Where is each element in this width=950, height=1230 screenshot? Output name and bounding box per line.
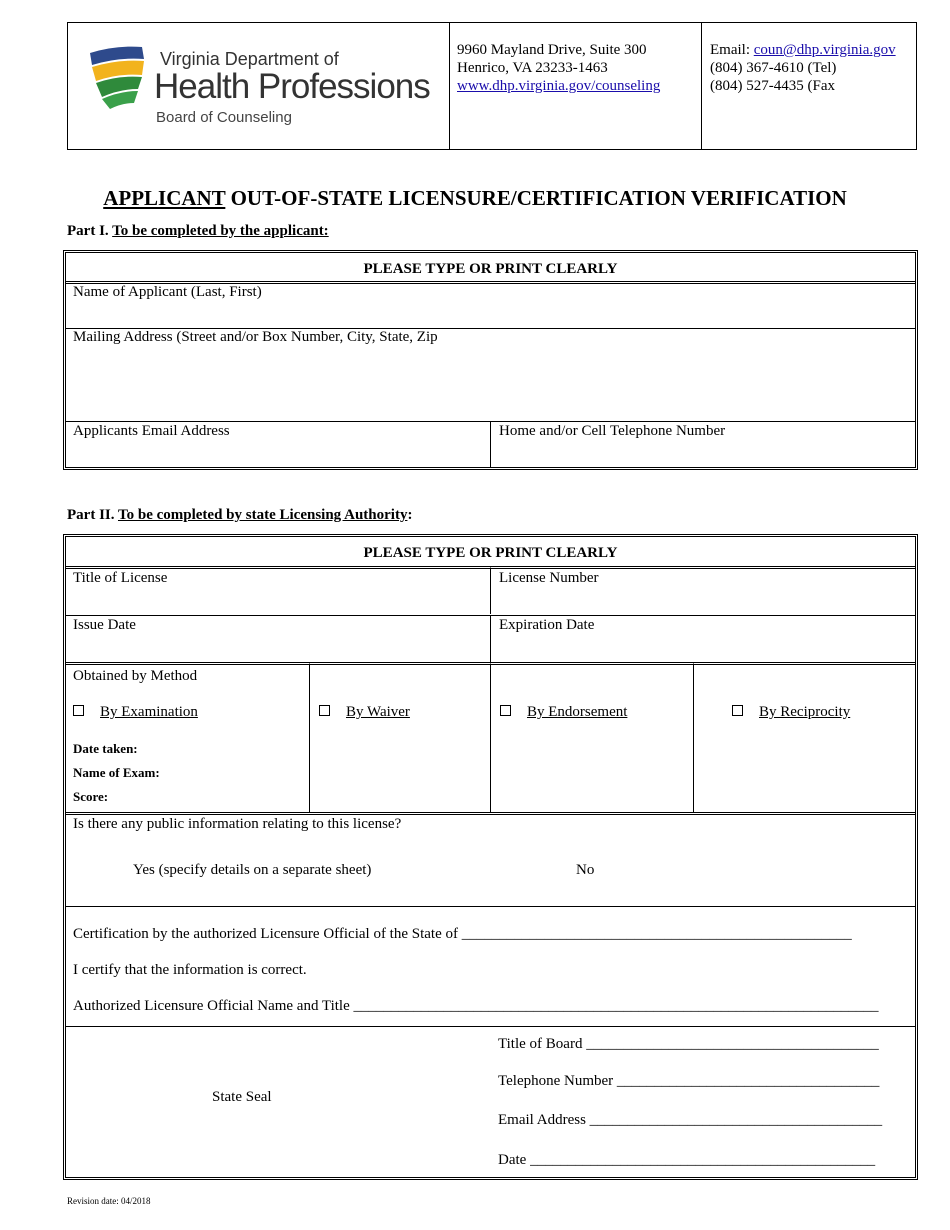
endorsement-label: By Endorsement <box>527 704 628 720</box>
title-of-board-line[interactable]: Title of Board _______________________________________ <box>498 1036 879 1052</box>
telephone-number-line[interactable]: Telephone Number ___________________________________ <box>498 1073 880 1089</box>
logo-line2: Health Professions <box>154 67 430 106</box>
reciprocity-checkbox[interactable] <box>732 705 743 716</box>
email-line <box>710 41 896 59</box>
obtained-by-label: Obtained by Method <box>73 668 198 684</box>
issue-date-field[interactable] <box>66 615 490 662</box>
method-endorsement-cell <box>490 662 693 812</box>
applicant-phone-field[interactable] <box>490 421 915 467</box>
logo-cell <box>68 23 450 149</box>
waiver-label: By Waiver <box>346 704 410 720</box>
email-address-line[interactable]: Email Address _______________________________________ <box>498 1112 883 1128</box>
certification-state-line[interactable]: Certification by the authorized Licensure Official of the State of ____________________________________________________ <box>73 926 852 942</box>
waiver-checkbox[interactable] <box>319 705 330 716</box>
public-info-yes-option[interactable]: Yes (specify details on a separate sheet) <box>133 862 372 878</box>
logo-line3: Board of Counseling <box>156 109 292 126</box>
part1-form <box>63 250 918 470</box>
email-link[interactable]: coun@dhp.virginia.gov <box>753 42 896 58</box>
part2-colon: : <box>407 507 413 523</box>
applicant-email-field[interactable] <box>66 421 490 467</box>
part2-heading <box>67 507 412 524</box>
date-taken-label: Date taken: <box>73 741 138 756</box>
website-link[interactable]: www.dhp.virginia.gov/counseling <box>457 78 661 94</box>
applicant-email-label: Applicants Email Address <box>73 423 230 439</box>
method-reciprocity-option[interactable] <box>732 704 850 721</box>
fax-line: (804) 527-4435 (Fax <box>710 78 835 94</box>
public-info-no-option[interactable]: No <box>576 862 595 878</box>
contact-cell <box>702 23 916 149</box>
address-line2: Henrico, VA 23233-1463 <box>457 60 608 76</box>
logo-line1: Virginia Department of <box>160 49 339 69</box>
revision-date: Revision date: 04/2018 <box>67 1196 151 1206</box>
method-examination-cell <box>66 662 309 812</box>
examination-checkbox[interactable] <box>73 705 84 716</box>
applicant-phone-label: Home and/or Cell Telephone Number <box>499 423 726 439</box>
issue-date-label: Issue Date <box>73 617 136 633</box>
method-waiver-cell <box>309 662 490 812</box>
title-of-license-field[interactable] <box>66 566 490 614</box>
certify-statement: I certify that the information is correct. <box>73 962 307 978</box>
part2-form-heading: PLEASE TYPE OR PRINT CLEARLY <box>363 545 618 561</box>
public-info-question: Is there any public information relating to this license? <box>73 816 402 832</box>
address-line1: 9960 Mayland Drive, Suite 300 <box>457 42 647 58</box>
part2-instruction: To be completed by state Licensing Authority <box>117 507 408 523</box>
part1-label: Part I. <box>67 223 113 239</box>
state-seal-label: State Seal <box>212 1089 272 1105</box>
dhp-logo-icon <box>86 45 152 109</box>
license-number-label: License Number <box>499 570 599 586</box>
official-name-title-line[interactable]: Authorized Licensure Official Name and Title ______________________________________________________________________ <box>73 998 879 1014</box>
letterhead <box>67 22 917 150</box>
title-rest: OUT-OF-STATE LICENSURE/CERTIFICATION VERIFICATION <box>225 186 847 210</box>
expiration-date-field[interactable] <box>490 615 915 662</box>
page-title <box>0 186 950 211</box>
score-label: Score: <box>73 789 109 804</box>
method-examination-option[interactable] <box>73 704 198 721</box>
license-number-field[interactable] <box>490 566 915 614</box>
date-line[interactable]: Date ______________________________________________ <box>498 1152 876 1168</box>
part2-label: Part II. <box>67 507 118 523</box>
part1-form-heading: PLEASE TYPE OR PRINT CLEARLY <box>363 261 618 277</box>
mailing-address-field[interactable] <box>66 328 915 421</box>
address-cell <box>449 23 702 149</box>
method-endorsement-option[interactable] <box>500 704 627 721</box>
email-label: Email: <box>710 42 754 58</box>
exam-name-label: Name of Exam: <box>73 765 160 780</box>
certification-section <box>66 906 915 1026</box>
method-reciprocity-cell <box>693 662 915 812</box>
reciprocity-label: By Reciprocity <box>759 704 851 720</box>
applicant-name-field[interactable] <box>66 281 915 328</box>
part2-form <box>63 534 918 1180</box>
method-waiver-option[interactable] <box>319 704 410 721</box>
part1-instruction: To be completed by the applicant: <box>112 223 329 239</box>
expiration-date-label: Expiration Date <box>499 617 595 633</box>
title-underlined: APPLICANT <box>103 186 226 210</box>
applicant-name-label: Name of Applicant (Last, First) <box>73 284 262 300</box>
tel-line: (804) 367-4610 (Tel) <box>710 60 837 76</box>
public-info-section <box>66 812 915 906</box>
mailing-address-label: Mailing Address (Street and/or Box Number, City, State, Zip <box>73 329 438 345</box>
seal-section <box>66 1026 915 1177</box>
examination-label: By Examination <box>100 704 198 720</box>
endorsement-checkbox[interactable] <box>500 705 511 716</box>
title-of-license-label: Title of License <box>73 570 168 586</box>
part1-heading <box>67 223 329 240</box>
